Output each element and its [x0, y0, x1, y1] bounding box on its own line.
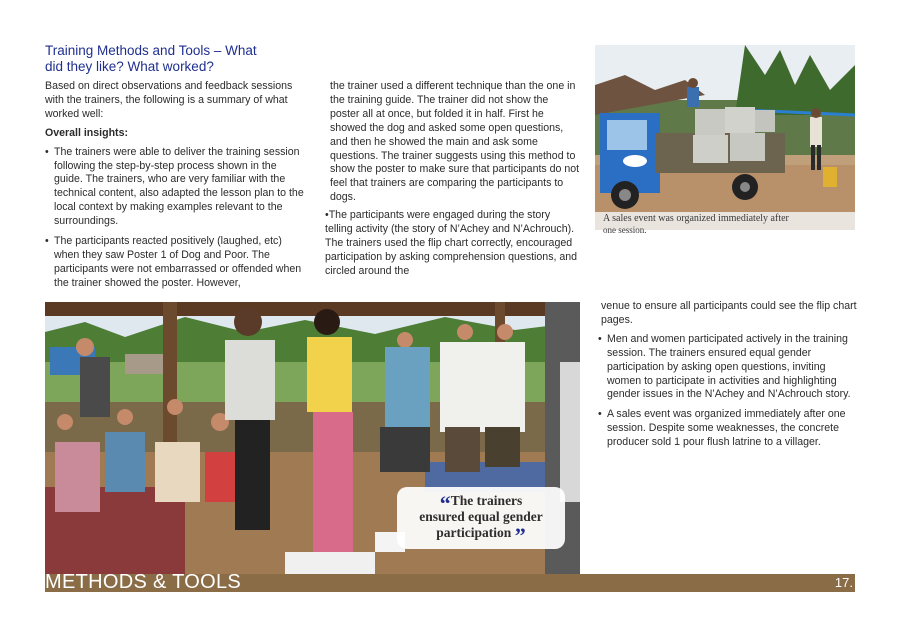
- insights-list: [45, 146, 307, 291]
- insights-list-continued: [598, 333, 858, 450]
- insight-bullet-3: •The participants were engaged during the story telling activity (the story of N’Achey and N’Achrouch). The trainers used the flip chart correctly, encouraged participation by asking comprehension questions, and circled around the: [325, 209, 578, 277]
- pull-quote-line1: [397, 491, 565, 516]
- section-heading-line1: Training Methods and Tools – What: [45, 43, 257, 58]
- insight-bullet-4: • Men and women participated actively in the training session. The trainers ensured equal gender participation by asking open questions, inviting women to participate in activities and highlighting gender issues in the N’Achey and N’Achrouch story.: [598, 333, 858, 403]
- sales-event-caption-line1: A sales event was organized immediately after: [603, 213, 789, 224]
- intro-paragraph: Based on direct observations and feedback sessions with the trainers, the following is a summary of what worked well:: [45, 80, 293, 120]
- section-heading-line2: did they like? What worked?: [45, 59, 214, 74]
- pull-quote: [397, 487, 565, 549]
- open-quote-mark: “: [439, 491, 451, 516]
- bullet-3-continuation: venue to ensure all participants could see the flip chart pages.: [601, 300, 857, 326]
- page-number: 17.: [834, 575, 853, 590]
- text-column-2: [325, 80, 580, 279]
- pull-quote-line3: [397, 523, 565, 548]
- text-column-1: [45, 80, 307, 297]
- pull-quote-text-line2: ensured equal gender: [419, 509, 543, 524]
- overall-insights-subhead: Overall insights:: [45, 126, 129, 139]
- section-title: METHODS & TOOLS: [45, 571, 242, 593]
- sales-event-photo: [595, 45, 855, 212]
- sales-event-caption-line2: one session.: [603, 225, 647, 235]
- text-column-3: [598, 300, 858, 456]
- pull-quote-text-line3: participation: [436, 525, 512, 540]
- bullet-2-continuation: the trainer used a different technique than the one in the training guide. The trainer did not show the poster all at once, but folded it in half. First he showed the dog and asked some open questions, and then he showed the main and ask some questions. The trainer suggests using this method to show the poster to make sure that participants do not feel that trainers are comparing the participants to dogs.: [330, 80, 580, 204]
- sales-event-caption: [595, 212, 855, 235]
- pull-quote-text-line1: The trainers: [450, 493, 523, 508]
- section-heading: [45, 43, 305, 75]
- sales-event-photo-illustration: [595, 45, 855, 212]
- insight-bullet-1: • The trainers were able to deliver the training session following the step-by-step process shown in the guide. The trainers, who are very familiar with the technical content, also adapted the lesson plan to the local context by making examples relevant to the surroundings.: [45, 146, 307, 229]
- insight-bullet-2: • The participants reacted positively (laughed, etc) when they saw Poster 1 of Dog and Poor. The participants were not embarrassed or offended when the trainer showed the poster. However,: [45, 235, 307, 291]
- close-quote-mark: ”: [514, 523, 526, 548]
- insight-bullet-5: • A sales event was organized immediately after one session. Despite some weaknesses, the concrete producer sold 1 pour flush latrine to a villager.: [598, 408, 858, 450]
